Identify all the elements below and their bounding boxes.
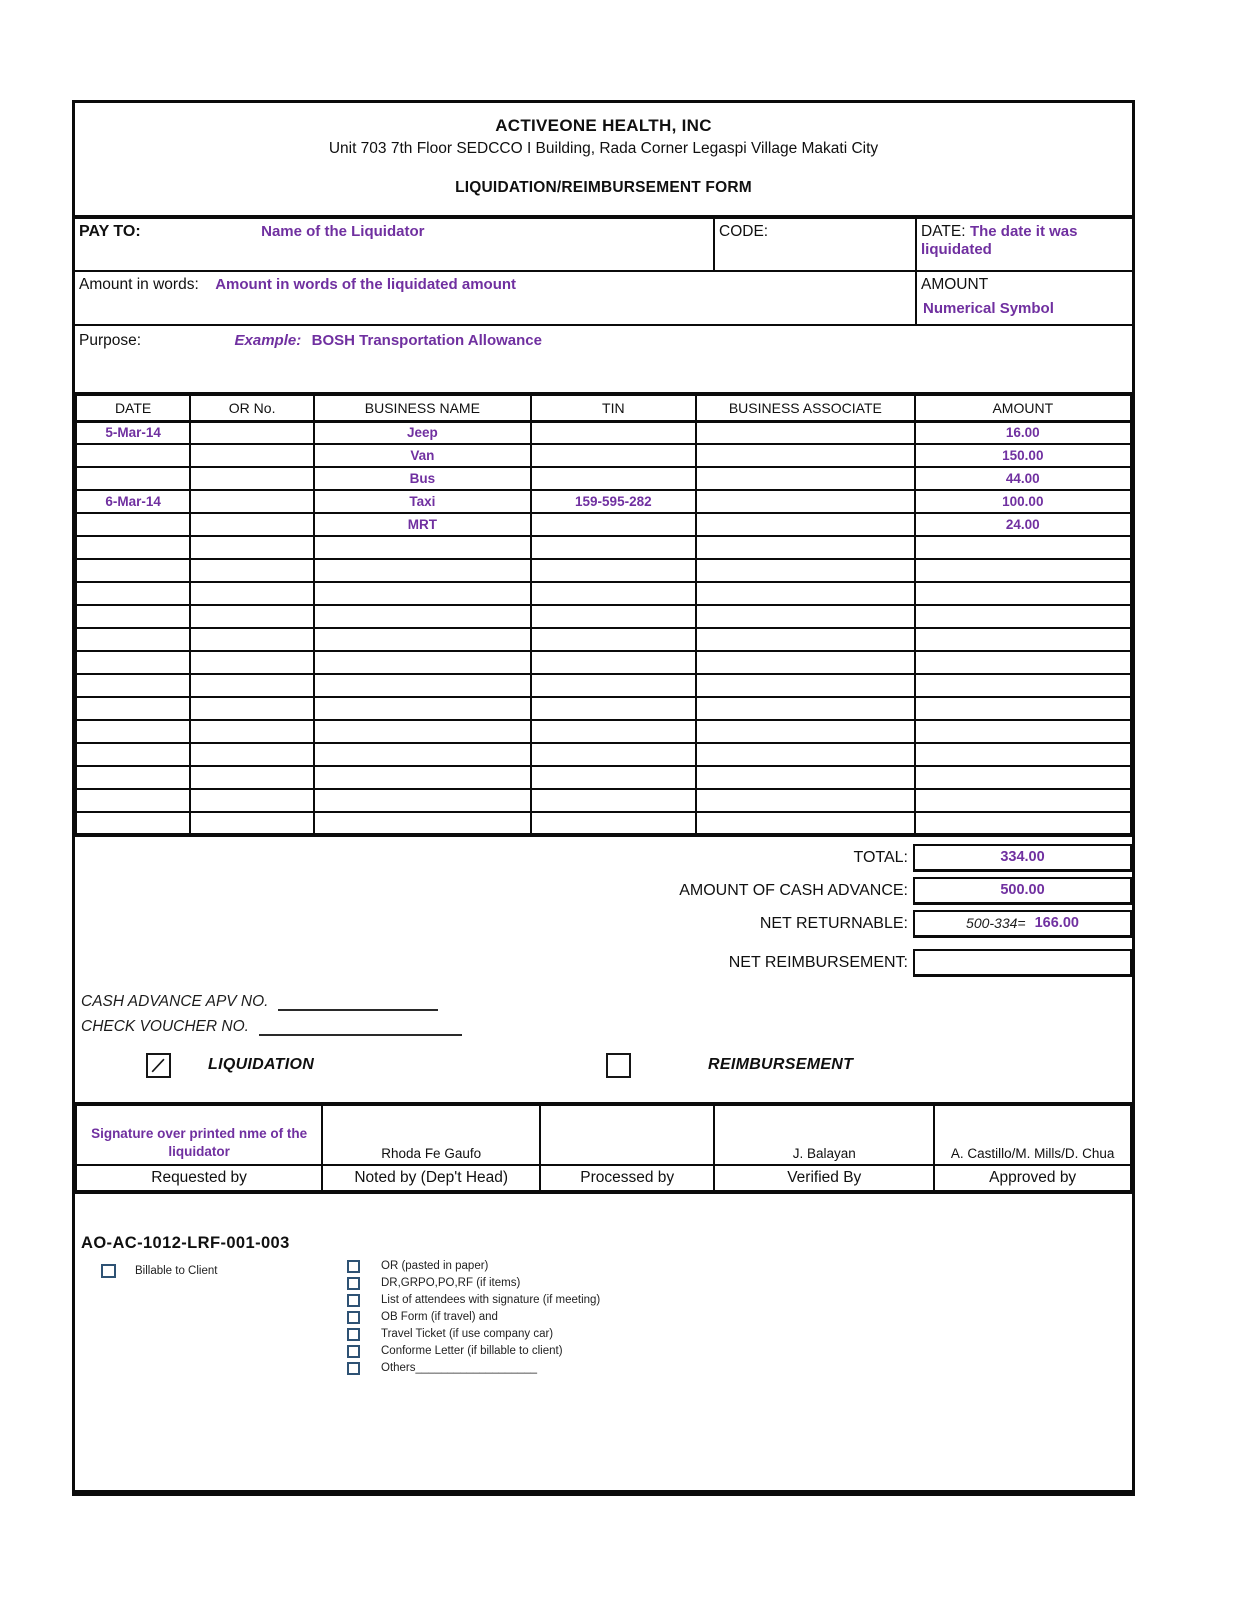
table-cell[interactable]: 5-Mar-14 [76,421,190,444]
table-cell[interactable] [696,421,915,444]
table-cell[interactable]: 44.00 [915,467,1131,490]
table-cell[interactable] [531,467,697,490]
table-cell[interactable] [314,651,530,674]
total-row [75,908,1132,939]
liquidation-label: LIQUIDATION [208,1056,315,1073]
table-cell[interactable] [76,812,190,835]
info-section [75,215,1132,392]
billable-checkbox[interactable] [101,1264,116,1278]
table-cell[interactable] [314,812,530,835]
total-amount-box[interactable] [913,877,1132,905]
table-cell[interactable] [531,651,697,674]
column-header: OR No. [190,394,314,421]
table-cell[interactable] [531,536,697,559]
table-cell[interactable] [696,467,915,490]
table-cell[interactable] [190,674,314,697]
billable-row [101,1264,217,1278]
table-cell[interactable] [76,789,190,812]
table-cell[interactable] [314,536,530,559]
table-cell[interactable] [314,720,530,743]
form-code: AO-AC-1012-LRF-001-003 [81,1234,290,1252]
table-cell[interactable] [531,766,697,789]
table-cell[interactable] [696,766,915,789]
total-value: 500.00 [1000,882,1045,898]
total-amount-box[interactable] [913,949,1132,977]
signature-name-cell[interactable] [714,1104,934,1165]
expense-table [75,392,1132,837]
amount-row [75,270,1132,324]
checklist-item [347,1275,600,1291]
table-row [76,582,1131,605]
cash-advance-apv-field[interactable] [278,996,438,1011]
table-cell[interactable] [76,605,190,628]
table-cell[interactable] [696,720,915,743]
table-row [76,467,1131,490]
signature-role-label: Approved by [934,1165,1131,1192]
form-title: LIQUIDATION/REIMBURSEMENT FORM [455,179,752,196]
pay-to-row [75,219,1132,270]
signature-name-row [76,1104,1131,1165]
table-cell[interactable] [190,467,314,490]
table-cell[interactable] [696,651,915,674]
table-cell[interactable] [696,559,915,582]
table-cell[interactable] [190,743,314,766]
table-cell[interactable] [314,628,530,651]
table-row [76,674,1131,697]
table-cell[interactable] [915,536,1131,559]
table-cell[interactable]: Taxi [314,490,530,513]
total-formula: 500-334= [966,915,1026,931]
checklist-item [347,1309,600,1325]
expense-table-body [76,421,1131,835]
table-cell[interactable] [696,628,915,651]
checklist-checkbox[interactable] [347,1362,360,1375]
checklist-item [347,1326,600,1342]
check-voucher-label: CHECK VOUCHER NO. [81,1018,249,1035]
column-header: BUSINESS ASSOCIATE [696,394,915,421]
total-row [75,875,1132,906]
column-header: DATE [76,394,190,421]
form-header [75,103,1132,215]
table-row [76,720,1131,743]
table-cell[interactable] [190,812,314,835]
table-cell[interactable] [190,789,314,812]
table-cell[interactable] [531,582,697,605]
total-label: NET REIMBURSEMENT: [728,953,908,971]
checklist-label: Travel Ticket (if use company car) [381,1328,554,1340]
pay-to-cell [75,219,713,270]
table-cell[interactable] [76,651,190,674]
amount-in-words-label: Amount in words: [79,276,199,293]
checklist-label: Conforme Letter (if billable to client) [381,1345,563,1357]
total-row [75,947,1132,978]
signature-role-label: Processed by [540,1165,714,1192]
table-row [76,743,1131,766]
table-cell[interactable] [531,812,697,835]
purpose-example-label: Example: [234,332,302,349]
voucher-section [81,993,1132,1036]
form-type-row [75,1051,1132,1087]
table-cell[interactable] [76,628,190,651]
table-row [76,651,1131,674]
table-row [76,536,1131,559]
table-cell[interactable] [76,582,190,605]
table-cell[interactable]: 16.00 [915,421,1131,444]
table-row [76,421,1131,444]
table-cell[interactable] [76,720,190,743]
table-row [76,444,1131,467]
cash-advance-apv-line [81,993,1132,1011]
total-amount-box[interactable] [913,910,1132,938]
table-cell[interactable] [190,490,314,513]
table-cell[interactable] [190,605,314,628]
table-cell[interactable] [696,513,915,536]
table-row [76,628,1131,651]
totals-section [75,837,1132,978]
table-cell[interactable] [190,628,314,651]
total-label: NET RETURNABLE: [759,914,908,932]
total-value: 334.00 [1000,849,1045,865]
table-cell[interactable] [915,651,1131,674]
form-footer [75,1194,1132,1412]
table-cell[interactable]: MRT [314,513,530,536]
table-row [76,490,1131,513]
pay-to-value[interactable]: Name of the Liquidator [261,223,425,240]
table-cell[interactable] [531,789,697,812]
code-label: CODE: [719,223,769,240]
reimbursement-checkbox[interactable] [606,1053,631,1078]
table-cell[interactable] [190,720,314,743]
attachments-checklist [347,1258,600,1377]
checklist-item [347,1360,600,1376]
check-voucher-field[interactable] [259,1021,462,1036]
signature-name-cell[interactable] [540,1104,714,1165]
table-row [76,513,1131,536]
checklist-item [347,1258,600,1274]
table-cell[interactable] [76,674,190,697]
table-cell[interactable] [915,697,1131,720]
table-row [76,605,1131,628]
table-cell[interactable] [915,582,1131,605]
table-cell[interactable] [531,559,697,582]
table-cell[interactable] [696,697,915,720]
signature-role-label: Noted by (Dep't Head) [322,1165,540,1192]
table-cell[interactable] [531,720,697,743]
signature-name-cell[interactable] [322,1104,540,1165]
date-label: DATE: [921,223,966,240]
table-cell[interactable] [915,674,1131,697]
amount-value: Numerical Symbol [923,300,1054,317]
pay-to-label: PAY TO: [79,223,141,240]
table-cell[interactable]: Jeep [314,421,530,444]
table-cell[interactable] [190,513,314,536]
checklist-item [347,1292,600,1308]
table-cell[interactable] [190,421,314,444]
liquidation-reimbursement-form [72,100,1135,1496]
column-header: TIN [531,394,697,421]
table-cell[interactable] [915,743,1131,766]
table-cell[interactable] [76,467,190,490]
table-cell[interactable] [915,628,1131,651]
checklist-checkbox[interactable] [347,1260,360,1273]
table-cell[interactable] [696,789,915,812]
table-cell[interactable]: 6-Mar-14 [76,490,190,513]
cash-advance-apv-label: CASH ADVANCE APV NO. [81,993,269,1010]
table-cell[interactable] [696,582,915,605]
purpose-row[interactable] [75,324,1132,392]
table-cell[interactable]: Bus [314,467,530,490]
table-cell[interactable] [531,513,697,536]
table-cell[interactable]: 24.00 [915,513,1131,536]
table-cell[interactable]: 100.00 [915,490,1131,513]
table-cell[interactable] [531,697,697,720]
table-cell[interactable] [696,743,915,766]
table-cell[interactable] [314,674,530,697]
column-header: BUSINESS NAME [314,394,530,421]
date-value: The date it was liquidated [921,223,1078,258]
amount-label: AMOUNT [921,276,989,293]
checklist-checkbox[interactable] [347,1328,360,1341]
checklist-label: Others___________________ [381,1362,538,1374]
total-value: 166.00 [1034,915,1079,931]
total-row [75,842,1132,873]
table-cell[interactable] [531,674,697,697]
signature-name: Rhoda Fe Gaufo [381,1146,482,1161]
purpose-value: BOSH Transportation Allowance [311,332,542,349]
table-cell[interactable]: 150.00 [915,444,1131,467]
purpose-label: Purpose: [79,332,142,349]
signature-name-cell[interactable] [934,1104,1131,1165]
table-cell[interactable] [915,720,1131,743]
checklist-checkbox[interactable] [347,1345,360,1358]
table-cell[interactable]: 159-595-282 [531,490,697,513]
table-cell[interactable] [314,766,530,789]
table-cell[interactable] [76,536,190,559]
table-cell[interactable] [190,559,314,582]
total-amount-box[interactable] [913,844,1132,872]
checklist-item [347,1343,600,1359]
table-cell[interactable] [696,536,915,559]
reimbursement-label: REIMBURSEMENT [708,1056,854,1073]
checklist-checkbox[interactable] [347,1294,360,1307]
signature-name: A. Castillo/M. Mills/D. Chua [950,1146,1115,1161]
table-cell[interactable] [190,651,314,674]
table-cell[interactable] [190,766,314,789]
total-label: AMOUNT OF CASH ADVANCE: [679,881,908,899]
amount-in-words-value: Amount in words of the liquidated amount [215,276,517,293]
table-cell[interactable] [314,789,530,812]
liquidation-checkbox[interactable] [146,1053,171,1078]
checklist-label: DR,GRPO,PO,RF (if items) [381,1277,521,1289]
table-cell[interactable] [531,743,697,766]
checklist-label: OB Form (if travel) and [381,1311,498,1323]
table-cell[interactable] [531,444,697,467]
table-cell[interactable] [915,766,1131,789]
table-cell[interactable] [696,605,915,628]
table-cell[interactable] [696,812,915,835]
total-label: TOTAL: [853,848,908,866]
table-cell[interactable] [915,559,1131,582]
checklist-checkbox[interactable] [347,1277,360,1290]
table-row [76,559,1131,582]
company-name: ACTIVEONE HEALTH, INC [495,116,712,135]
signature-role-label: Requested by [76,1165,322,1192]
checklist-label: OR (pasted in paper) [381,1260,489,1272]
table-cell[interactable] [76,559,190,582]
table-cell[interactable] [190,582,314,605]
signature-table [75,1102,1132,1194]
table-cell[interactable] [190,536,314,559]
table-cell[interactable]: Van [314,444,530,467]
table-cell[interactable] [314,697,530,720]
check-voucher-line [81,1018,1132,1036]
signature-name: J. Balayan [792,1146,856,1161]
amount-cell[interactable] [915,272,1132,324]
table-cell[interactable] [190,697,314,720]
table-cell[interactable] [314,743,530,766]
billable-label: Billable to Client [135,1265,218,1277]
signature-name-cell[interactable] [76,1104,322,1165]
table-cell[interactable] [531,421,697,444]
table-cell[interactable] [915,605,1131,628]
table-cell[interactable] [76,697,190,720]
date-cell[interactable] [915,219,1132,270]
column-header: AMOUNT [915,394,1131,421]
table-cell[interactable] [314,605,530,628]
table-cell[interactable] [76,513,190,536]
table-row [76,812,1131,835]
table-cell[interactable] [915,789,1131,812]
checklist-label: List of attendees with signature (if meeting) [381,1294,601,1306]
expense-header-row [76,394,1131,421]
checklist-checkbox[interactable] [347,1311,360,1324]
table-row [76,766,1131,789]
check-slash-icon [148,1055,169,1076]
table-cell[interactable] [76,766,190,789]
table-cell[interactable] [696,490,915,513]
company-address: Unit 703 7th Floor SEDCCO I Building, Rada Corner Legaspi Village Makati City [328,140,879,157]
table-cell[interactable] [915,812,1131,835]
table-cell[interactable] [531,628,697,651]
signature-name: Signature over printed nme of the liquidator [91,1125,308,1159]
table-cell[interactable] [531,605,697,628]
signature-role-label: Verified By [714,1165,934,1192]
table-row [76,789,1131,812]
table-cell[interactable] [190,444,314,467]
table-cell[interactable] [314,559,530,582]
table-cell[interactable] [696,674,915,697]
table-cell[interactable] [314,582,530,605]
code-cell[interactable] [713,219,915,270]
table-cell[interactable] [76,444,190,467]
amount-in-words-cell[interactable] [75,272,915,324]
signature-label-row [76,1165,1131,1192]
table-row [76,697,1131,720]
table-cell[interactable] [76,743,190,766]
table-cell[interactable] [696,444,915,467]
